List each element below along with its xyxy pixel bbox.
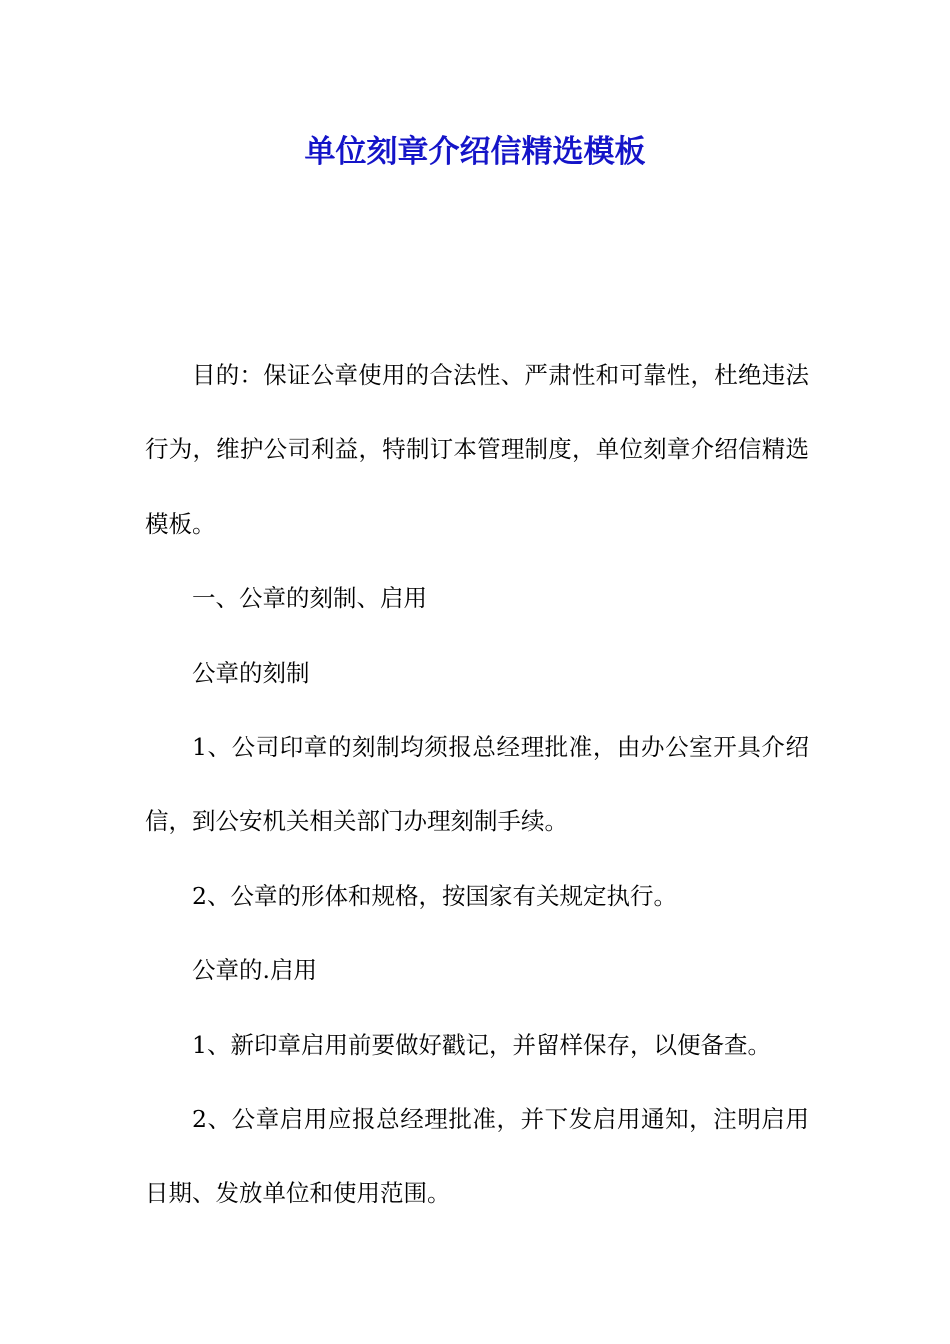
paragraph-carving-rule-1: 1、公司印章的刻制均须报总经理批准，由办公室开具介绍信，到公安机关相关部门办理刻制手续。 xyxy=(145,733,809,836)
subsection-heading-activation: 公章的.启用 xyxy=(192,956,317,985)
page-title: 单位刻章介绍信精选模板 xyxy=(304,134,646,170)
paragraph-carving-rule-2: 2、公章的形体和规格，按国家有关规定执行。 xyxy=(192,881,677,910)
paragraph-activation-rule-1: 1、新印章启用前要做好戳记，并留样保存，以便备查。 xyxy=(192,1030,771,1059)
document-body xyxy=(145,338,809,1231)
section-heading-1: 一、公章的刻制、启用 xyxy=(192,584,427,613)
paragraph-purpose: 目的：保证公章使用的合法性、严肃性和可靠性，杜绝违法行为，维护公司利益，特制订本管理制度，单位刻章介绍信精选模板。 xyxy=(145,361,809,538)
paragraph-activation-rule-2: 2、公章启用应报总经理批准，并下发启用通知，注明启用日期、发放单位和使用范围。 xyxy=(145,1105,809,1208)
subsection-heading-carving: 公章的刻制 xyxy=(192,658,310,687)
